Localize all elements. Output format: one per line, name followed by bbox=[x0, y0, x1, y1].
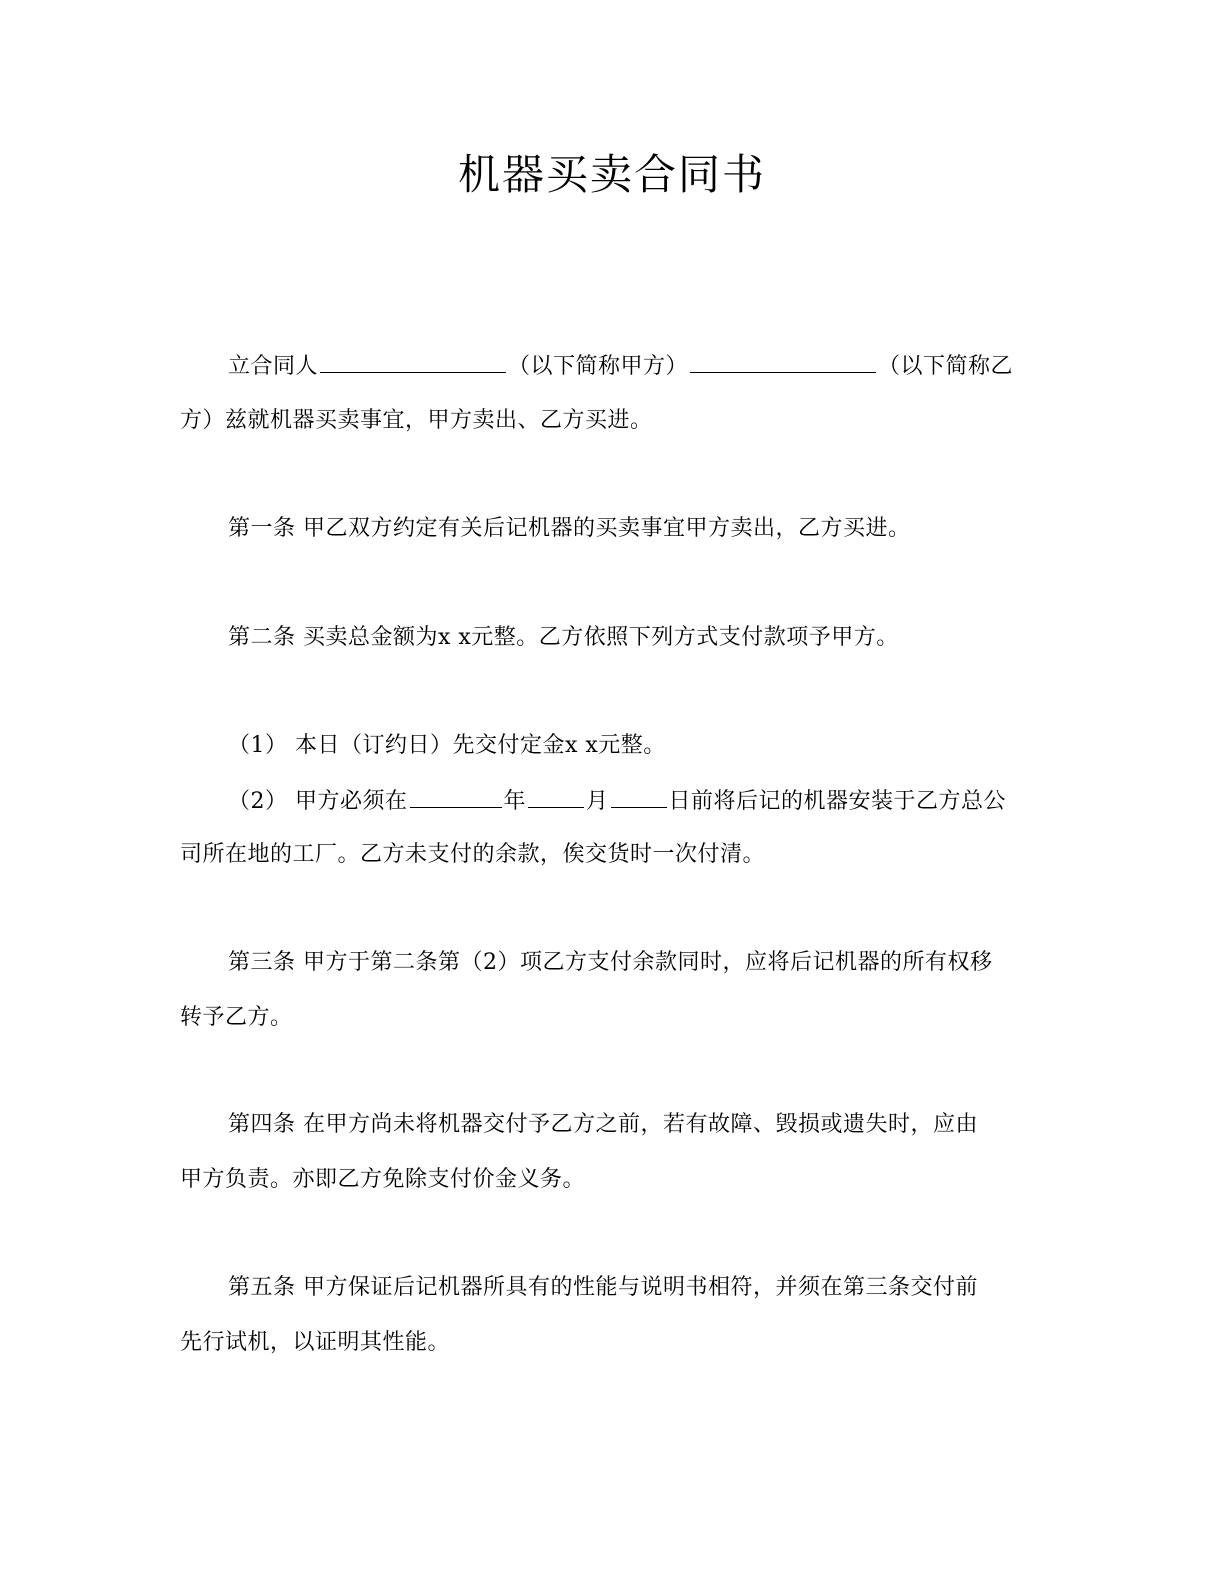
month-blank bbox=[528, 787, 584, 808]
preamble-line-2: 方）兹就机器买卖事宜，甲方卖出、乙方买进。 bbox=[180, 408, 653, 433]
article-4-line-2: 甲方负责。亦即乙方免除支付价金义务。 bbox=[180, 1167, 586, 1192]
article-5-line-1: 第五条 甲方保证后记机器所具有的性能与说明书相符，并须在第三条交付前 bbox=[228, 1275, 978, 1300]
preamble-text: （以下简称乙 bbox=[878, 354, 1014, 379]
item-2-text: 月 bbox=[586, 789, 609, 814]
article-2: 第二条 买卖总金额为x x元整。乙方依照下列方式支付款项予甲方。 bbox=[228, 625, 899, 650]
article-4-line-1: 第四条 在甲方尚未将机器交付予乙方之前，若有故障、毁损或遗失时，应由 bbox=[228, 1112, 978, 1137]
article-2-item-2-line-1 bbox=[228, 787, 1006, 816]
article-1: 第一条 甲乙双方约定有关后记机器的买卖事宜甲方卖出，乙方买进。 bbox=[228, 516, 911, 541]
document-title: 机器买卖合同书 bbox=[457, 150, 766, 199]
article-3-line-2: 转予乙方。 bbox=[180, 1005, 293, 1030]
item-2-text: 日前将后记的机器安装于乙方总公 bbox=[668, 789, 1007, 814]
day-blank bbox=[611, 787, 667, 808]
preamble-text: 立合同人 bbox=[228, 354, 319, 379]
article-5-line-2: 先行试机，以证明其性能。 bbox=[180, 1330, 451, 1355]
preamble-line-1 bbox=[228, 352, 1013, 381]
article-2-item-2-line-2: 司所在地的工厂。乙方未支付的余款，俟交货时一次付清。 bbox=[180, 842, 766, 867]
year-blank bbox=[410, 787, 502, 808]
preamble-text: （以下简称甲方） bbox=[508, 354, 689, 379]
party-b-blank bbox=[690, 352, 876, 373]
article-2-item-1: （1） 本日（订约日）先交付定金x x元整。 bbox=[228, 733, 666, 758]
party-a-blank bbox=[320, 352, 506, 373]
item-2-text: 年 bbox=[503, 789, 527, 814]
article-3-line-1: 第三条 甲方于第二条第（2）项乙方支付余款同时，应将后记机器的所有权移 bbox=[228, 950, 993, 975]
item-2-text: （2） 甲方必须在 bbox=[228, 789, 408, 814]
